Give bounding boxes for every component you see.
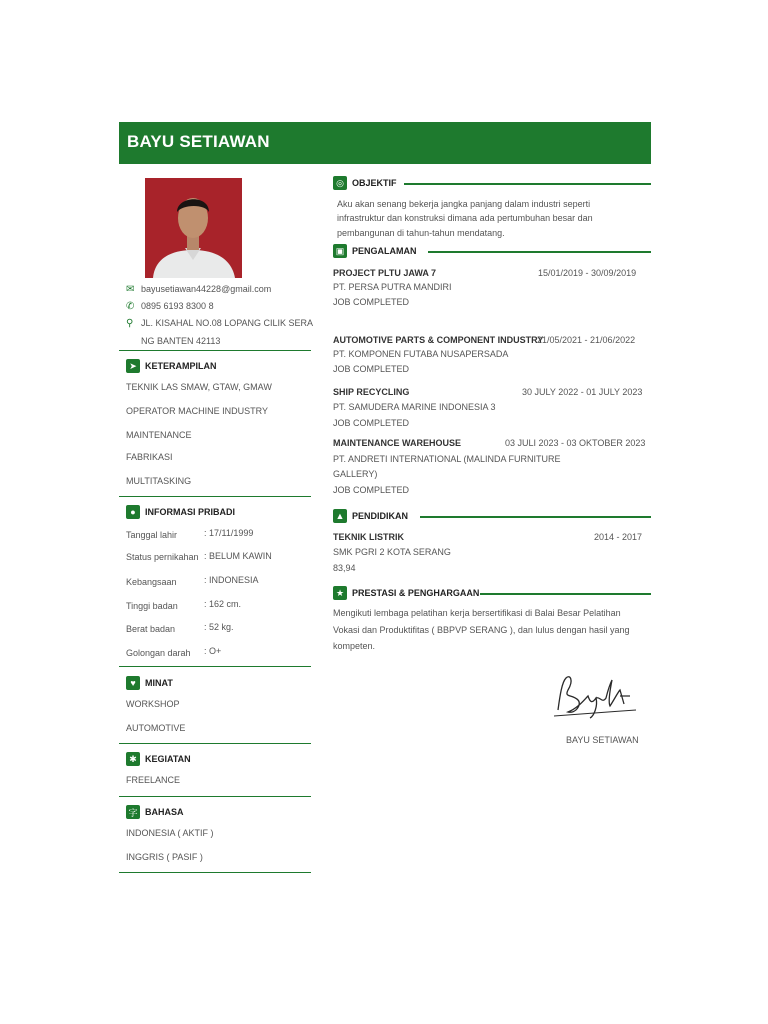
section-title: MINAT — [145, 678, 173, 688]
section-prestasi — [333, 586, 479, 600]
info-value-text: INDONESIA — [209, 575, 259, 585]
job-status: JOB COMPLETED — [333, 364, 410, 374]
profile-photo — [145, 178, 242, 278]
heart-icon: ♥ — [126, 676, 140, 690]
info-value-text: 52 kg. — [209, 622, 234, 632]
section-rule — [404, 183, 651, 185]
divider — [119, 743, 311, 744]
job-date: 30 JULY 2022 - 01 JULY 2023 — [522, 387, 643, 397]
job-company: PT. SAMUDERA MARINE INDONESIA 3 — [333, 402, 496, 412]
section-pengalaman — [333, 244, 417, 258]
section-kegiatan — [126, 752, 191, 766]
handwritten-signature — [548, 670, 642, 722]
job-date: 21/05/2021 - 21/06/2022 — [537, 335, 636, 345]
divider — [119, 872, 311, 873]
job-date: 03 JULI 2023 - 03 OKTOBER 2023 — [505, 438, 646, 448]
section-title: INFORMASI PRIBADI — [145, 507, 235, 517]
job-company: GALLERY) — [333, 469, 378, 479]
section-title: KETERAMPILAN — [145, 361, 217, 371]
divider — [119, 666, 311, 667]
job-role: SHIP RECYCLING — [333, 387, 410, 397]
objective-line: pembangunan di tahun-tahun mendatang. — [337, 228, 505, 238]
info-value: : 17/11/1999 — [204, 528, 254, 538]
skill-item: FABRIKASI — [126, 452, 173, 462]
section-rule — [420, 516, 651, 518]
section-informasi-pribadi — [126, 505, 235, 519]
location-pin-icon: ⚲ — [126, 318, 134, 329]
job-role: PROJECT PLTU JAWA 7 — [333, 268, 437, 278]
info-value: : INDONESIA — [204, 575, 259, 585]
skill-item: MAINTENANCE — [126, 430, 192, 440]
person-photo-illustration — [145, 178, 242, 278]
objective-line: Aku akan senang bekerja jangka panjang dalam industri seperti — [337, 199, 591, 209]
section-title: OBJEKTIF — [352, 178, 397, 188]
info-value: : 162 cm. — [204, 599, 242, 609]
info-label: Tinggi badan — [126, 601, 178, 611]
info-value: : 52 kg. — [204, 622, 234, 632]
name-header — [119, 122, 651, 164]
info-value-text: 17/11/1999 — [209, 528, 254, 538]
briefcase-icon: ▣ — [333, 244, 347, 258]
interest-item: AUTOMOTIVE — [126, 723, 186, 733]
objective-line: infrastruktur dan konstruksi dimana ada pertumbuhan besar dan — [337, 213, 593, 223]
language-item: INGGRIS ( PASIF ) — [126, 852, 203, 862]
interest-item: WORKSHOP — [126, 699, 180, 709]
graduation-cap-icon: ▲ — [333, 509, 347, 523]
activity-item: FREELANCE — [126, 775, 181, 785]
education-score: 83,94 — [333, 563, 356, 573]
phone-icon: ✆ — [126, 301, 135, 312]
education-major: TEKNIK LISTRIK — [333, 532, 404, 542]
target-icon: ◎ — [333, 176, 347, 190]
section-rule — [480, 593, 651, 595]
achievement-line: kompeten. — [333, 641, 376, 651]
skill-item: TEKNIK LAS SMAW, GTAW, GMAW — [126, 382, 272, 392]
section-bahasa — [126, 805, 184, 819]
section-pendidikan — [333, 509, 408, 523]
job-date: 15/01/2019 - 30/09/2019 — [538, 268, 637, 278]
info-value-text: BELUM KAWIN — [209, 551, 272, 561]
job-company: PT. KOMPONEN FUTABA NUSAPERSADA — [333, 349, 509, 359]
section-keterampilan — [126, 359, 217, 373]
info-value: : O+ — [204, 646, 222, 656]
education-school: SMK PGRI 2 KOTA SERANG — [333, 547, 451, 557]
signature-name: BAYU SETIAWAN — [566, 735, 639, 745]
info-label: Berat badan — [126, 624, 176, 634]
achievement-line: Vokasi dan Produktifitas ( BBPVP SERANG ), dan lulus dengan hasil yang — [333, 625, 630, 635]
job-role: AUTOMOTIVE PARTS & COMPONENT INDUSTRY — [333, 335, 544, 345]
job-company: PT. ANDRETI INTERNATIONAL (MALINDA FURNITURE — [333, 454, 561, 464]
divider — [119, 796, 311, 797]
candidate-name: BAYU SETIAWAN — [127, 132, 270, 151]
section-title: KEGIATAN — [145, 754, 191, 764]
section-title: PENDIDIKAN — [352, 511, 409, 521]
divider — [119, 350, 311, 351]
address-line-2: NG BANTEN 42113 — [141, 336, 221, 346]
achievement-line: Mengikuti lembaga pelatihan kerja bersertifikasi di Balai Besar Pelatihan — [333, 608, 621, 618]
section-title: BAHASA — [145, 807, 184, 817]
info-label: Kebangsaan — [126, 577, 177, 587]
info-label: Tanggal lahir — [126, 530, 178, 540]
job-status: JOB COMPLETED — [333, 297, 410, 307]
language-icon: 字 — [126, 805, 140, 819]
info-value-text: O+ — [209, 646, 222, 656]
divider — [119, 496, 311, 497]
ribbon-icon: ★ — [333, 586, 347, 600]
job-role: MAINTENANCE WAREHOUSE — [333, 438, 462, 448]
skill-item: OPERATOR MACHINE INDUSTRY — [126, 406, 269, 416]
section-objektif — [333, 176, 397, 190]
skill-item: MULTITASKING — [126, 476, 192, 486]
info-value-text: 162 cm. — [209, 599, 242, 609]
section-title: PRESTASI & PENGHARGAAN — [352, 588, 480, 598]
education-years: 2014 - 2017 — [594, 532, 643, 542]
section-rule — [428, 251, 651, 253]
info-label: Status pernikahan — [126, 552, 199, 562]
phone-text: 0895 6193 8300 8 — [141, 301, 214, 311]
job-status: JOB COMPLETED — [333, 418, 410, 428]
job-status: JOB COMPLETED — [333, 485, 410, 495]
info-value: : BELUM KAWIN — [204, 551, 272, 561]
paper-plane-icon: ➤ — [126, 359, 140, 373]
address-line-1: JL. KISAHAL NO.08 LOPANG CILIK SERA — [141, 318, 314, 328]
puzzle-icon: ✱ — [126, 752, 140, 766]
language-item: INDONESIA ( AKTIF ) — [126, 828, 214, 838]
info-label: Golongan darah — [126, 648, 191, 658]
person-icon: ● — [126, 505, 140, 519]
mail-icon: ✉ — [126, 284, 135, 295]
section-minat — [126, 676, 173, 690]
section-title: PENGALAMAN — [352, 246, 417, 256]
job-company: PT. PERSA PUTRA MANDIRI — [333, 282, 452, 292]
email-text: bayusetiawan44228@gmail.com — [141, 284, 272, 294]
